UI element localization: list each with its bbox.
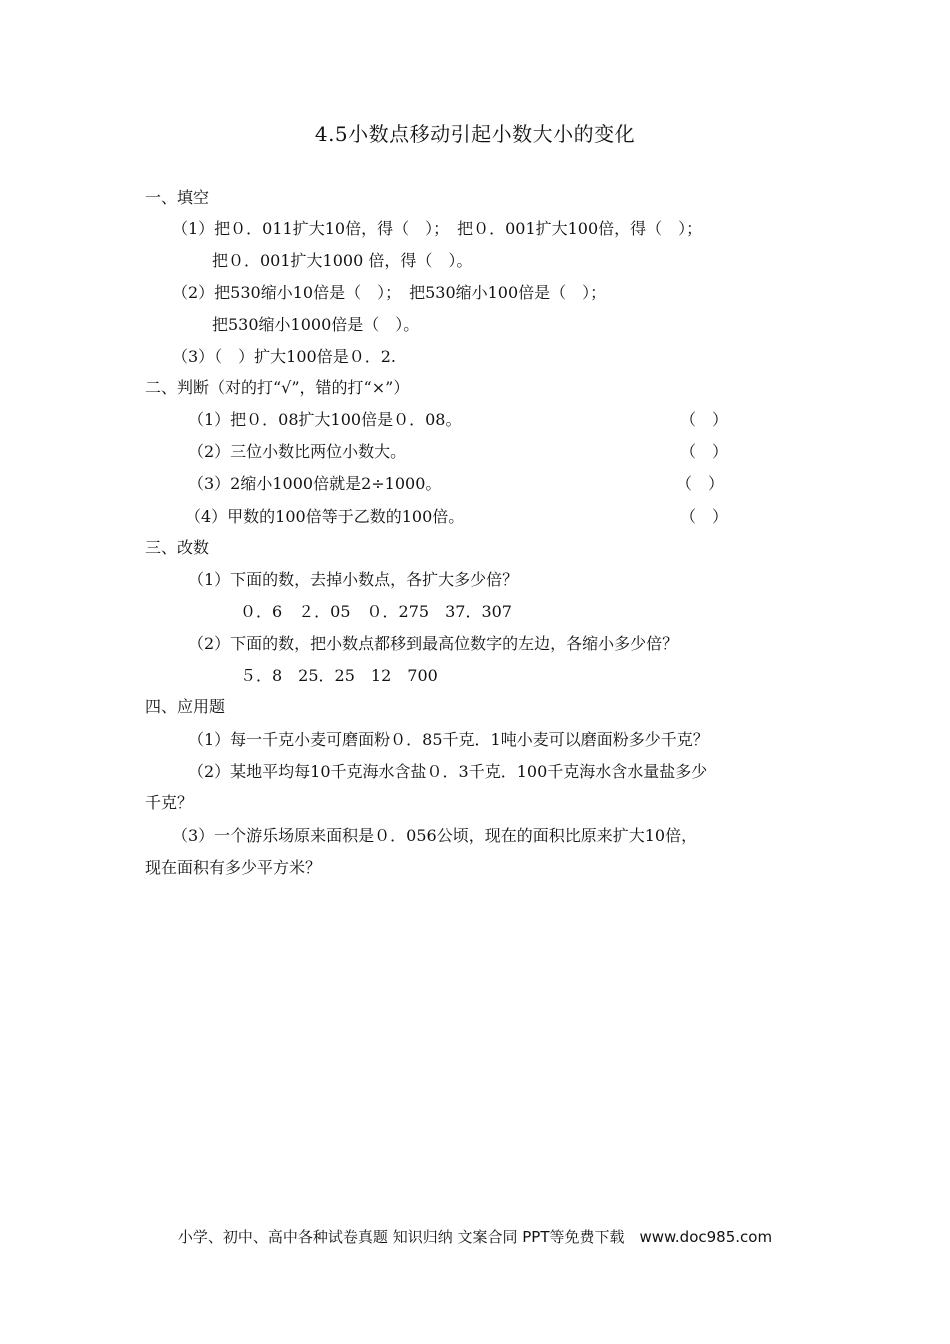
- judge-item-2-text: （2）三位小数比两位小数大。: [188, 442, 407, 461]
- page-title: 4.5小数点移动引起小数大小的变化: [314, 122, 636, 146]
- judge-item-3-answer-paren: （ ）: [676, 474, 725, 493]
- change-numbers-q1-values: ０．6 ２．05 ０．275 37．307: [240, 602, 512, 621]
- judge-item-1-answer-paren: （ ）: [680, 410, 729, 429]
- change-numbers-q2-values: ５．8 25．25 12 700: [240, 666, 438, 685]
- word-problem-q2-line1: （2）某地平均每10千克海水含盐０．3千克．100千克海水含水量盐多少: [188, 762, 708, 781]
- fill-blank-q3: （3）（ ）扩大100倍是０．2.: [172, 347, 396, 366]
- footer-download-notice: 小学、初中、高中各种试卷真题 知识归纳 文案合同 PPT等免费下载 www.doc985.com: [177, 1228, 773, 1246]
- change-numbers-q1: （1）下面的数，去掉小数点，各扩大多少倍？: [188, 570, 519, 589]
- fill-blank-q1-line1: （1）把０．011扩大10倍，得（ ）； 把０．001扩大100倍，得（ ）；: [172, 219, 703, 238]
- judge-item-2-answer-paren: （ ）: [680, 442, 729, 461]
- section-heading-change-numbers: 三、改数: [145, 538, 210, 557]
- section-heading-word-problems: 四、应用题: [145, 697, 226, 716]
- word-problem-q2-line2: 千克？: [145, 793, 194, 812]
- judge-item-3-text: （3）2缩小1000倍就是2÷1000。: [188, 474, 442, 493]
- judge-item-4-text: （4）甲数的100倍等于乙数的100倍。: [185, 507, 465, 526]
- word-problem-q3-line2: 现在面积有多少平方米？: [145, 858, 322, 877]
- judge-item-1-text: （1）把０．08扩大100倍是０．08。: [188, 410, 462, 429]
- section-heading-fill-blank: 一、填空: [145, 188, 210, 207]
- word-problem-q3-line1: （3）一个游乐场原来面积是０．056公顷，现在的面积比原来扩大10倍，: [172, 826, 698, 845]
- change-numbers-q2: （2）下面的数，把小数点都移到最高位数字的左边，各缩小多少倍？: [188, 634, 679, 653]
- fill-blank-q2-line2: 把530缩小1000倍是（ ）。: [212, 315, 420, 334]
- fill-blank-q2-line1: （2）把530缩小10倍是（ ）； 把530缩小100倍是（ ）；: [172, 283, 607, 302]
- word-problem-q1: （1）每一千克小麦可磨面粉０．85千克．1吨小麦可以磨面粉多少千克？: [188, 730, 709, 749]
- judge-item-4-answer-paren: （ ）: [680, 507, 729, 526]
- fill-blank-q1-line2: 把０．001扩大1000 倍，得（ ）。: [212, 251, 473, 270]
- section-heading-judge: 二、判断（对的打“√”，错的打“×”）: [145, 378, 410, 397]
